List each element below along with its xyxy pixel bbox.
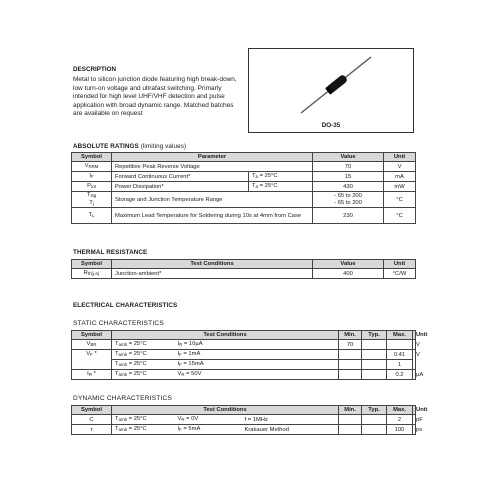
symbol-cell: $V_{BR}$: [72, 340, 112, 350]
description-text: Metal to silicon junction diode featuring high break-down, low turn-on voltage and ultrafast switching. Primarly intended for high level UHF/VHF detection and pulse application with broad dynamic range. Matched batches are available on request: [73, 76, 237, 118]
abs-ratings-table: [71, 152, 416, 224]
table-row: [72, 269, 416, 279]
temp-condition-cell: $T_{amb} = 25^\circ C$: [112, 370, 175, 380]
package-drawing-box: [248, 48, 414, 133]
symbol-cell: $R_{th(j-a)}$: [72, 269, 112, 279]
col-unit: Unit: [384, 153, 416, 162]
table-header-row: [72, 260, 416, 269]
table-row: [72, 425, 416, 435]
value-cell: - 65 to 200 - 65 to 200: [313, 192, 384, 208]
min-cell: [339, 360, 362, 370]
max-cell: 2: [387, 415, 413, 425]
min-cell: [339, 425, 362, 435]
max-cell: 0.2: [387, 370, 413, 380]
temp-condition-cell: $T_{amb} = 25^\circ C$: [112, 425, 175, 435]
table-row: [72, 208, 416, 224]
col-unit: Unit: [384, 260, 416, 269]
max-cell: [387, 340, 413, 350]
unit-cell: V: [413, 340, 416, 350]
package-label: DO-35: [321, 122, 341, 129]
table-row: [72, 415, 416, 425]
col-unit: Unit: [413, 406, 416, 415]
typ-cell: [362, 340, 387, 350]
temp-condition-cell: $T_{amb} = 25^\circ C$: [112, 350, 175, 360]
col-value: Value: [313, 153, 384, 162]
test-condition-cell: $I_F = 5mA$: [175, 425, 242, 435]
col-test-conditions: Test Conditions: [112, 260, 313, 269]
abs-ratings-heading: [73, 143, 186, 150]
temp-condition-cell: $T_{amb} = 25^\circ C$: [112, 360, 175, 370]
col-max: Max.: [387, 331, 413, 340]
col-min: Min.: [339, 331, 362, 340]
table-row: [72, 370, 416, 380]
test-condition-cell: $I_F = 1mA$: [175, 350, 339, 360]
static-table: [71, 330, 428, 380]
min-cell: [339, 415, 362, 425]
max-cell: 100: [387, 425, 413, 435]
table-header-row: [72, 406, 416, 415]
symbol-cell: $T_L$: [72, 208, 112, 224]
col-parameter: Parameter: [112, 153, 313, 162]
temp-condition-cell: $T_{amb} = 25^\circ C$: [112, 415, 175, 425]
col-test-conditions: Test Conditions: [112, 331, 339, 340]
symbol-cell: $P_{tot}$: [72, 182, 112, 192]
table-header-row: [72, 153, 416, 162]
col-min: Min.: [339, 406, 362, 415]
value-cell: 70: [313, 162, 384, 172]
parameter-cell: Storage and Junction Temperature Range: [112, 192, 313, 208]
min-cell: [339, 370, 362, 380]
col-unit: Unit: [413, 331, 416, 340]
col-max: Max.: [387, 406, 413, 415]
unit-cell: °C: [384, 192, 416, 208]
col-symbol: Symbol: [72, 406, 112, 415]
unit-cell: ps: [413, 425, 416, 435]
abs-ratings-subtitle: (limiting values): [140, 143, 187, 150]
static-title: STATIC CHARACTERISTICS: [73, 320, 164, 327]
unit-cell: °C/W: [384, 269, 416, 279]
value-cell: 430: [313, 182, 384, 192]
condition-cell: $T_a = 25^\circ C$: [249, 172, 313, 182]
unit-cell: V: [384, 162, 416, 172]
abs-ratings-title: ABSOLUTE RATINGS: [73, 143, 139, 150]
symbol-cell: $V_{RRM}$: [72, 162, 112, 172]
col-typ: Typ.: [362, 406, 387, 415]
symbol-cell: $I_R$ *: [72, 370, 112, 380]
typ-cell: [362, 370, 387, 380]
unit-cell: mA: [384, 172, 416, 182]
electrical-title: ELECTRICAL CHARACTERISTICS: [73, 302, 178, 309]
symbol-cell: $I_F$: [72, 172, 112, 182]
col-symbol: Symbol: [72, 153, 112, 162]
symbol-cell: τ: [72, 425, 112, 435]
unit-cell: mW: [384, 182, 416, 192]
typ-cell: [362, 360, 387, 370]
symbol-cell: [72, 360, 112, 370]
table-row: [72, 192, 416, 208]
col-typ: Typ.: [362, 331, 387, 340]
table-row: [72, 360, 416, 370]
unit-cell: °C: [384, 208, 416, 224]
unit-cell: [413, 360, 416, 370]
unit-cell: µA: [413, 370, 416, 380]
max-cell: 0.41: [387, 350, 413, 360]
extra-condition-cell: Krakauer Method: [242, 425, 339, 435]
value-cell: 400: [313, 269, 384, 279]
temp-condition-cell: $T_{amb} = 25^\circ C$: [112, 340, 175, 350]
parameter-cell: Forward Continuous Current*: [112, 172, 249, 182]
diode-outline-image: [249, 49, 413, 121]
typ-cell: [362, 415, 387, 425]
test-condition-cell: $I_R = 10\mu A$: [175, 340, 339, 350]
dynamic-title: DYNAMIC CHARACTERISTICS: [73, 395, 173, 402]
value-cell: 15: [313, 172, 384, 182]
max-cell: 1: [387, 360, 413, 370]
typ-cell: [362, 350, 387, 360]
value-cell: 230: [313, 208, 384, 224]
test-condition-cell: $I_F = 15mA$: [175, 360, 339, 370]
col-symbol: Symbol: [72, 331, 112, 340]
thermal-title: THERMAL RESISTANCE: [73, 249, 148, 256]
table-header-row: [72, 331, 416, 340]
typ-cell: [362, 425, 387, 435]
table-row: [72, 162, 416, 172]
table-row: [72, 350, 416, 360]
min-cell: 70: [339, 340, 362, 350]
extra-condition-cell: f = 1MHz: [242, 415, 339, 425]
symbol-cell: $V_F$ *: [72, 350, 112, 360]
table-row: [72, 340, 416, 350]
unit-cell: pF: [413, 415, 416, 425]
col-value: Value: [313, 260, 384, 269]
test-condition-cell: $V_R = 50V$: [175, 370, 339, 380]
symbol-cell: C: [72, 415, 112, 425]
min-cell: [339, 350, 362, 360]
parameter-cell: Repetitive Peak Reverse Voltage: [112, 162, 313, 172]
parameter-cell: Power Dissipation*: [112, 182, 249, 192]
condition-cell: Junction-ambient*: [112, 269, 313, 279]
condition-cell: $T_a = 25^\circ C$: [249, 182, 313, 192]
parameter-cell: Maximum Lead Temperature for Soldering during 10s at 4mm from Case: [112, 208, 313, 224]
test-condition-cell: $V_R = 0V$: [175, 415, 242, 425]
col-test-conditions: Test Conditions: [112, 406, 339, 415]
thermal-table: [71, 259, 416, 279]
unit-cell: V: [413, 350, 416, 360]
symbol-cell: $T_{stg}$ $T_j$: [72, 192, 112, 208]
dynamic-table: [71, 405, 428, 435]
col-symbol: Symbol: [72, 260, 112, 269]
description-title: DESCRIPTION: [73, 66, 117, 73]
table-row: [72, 182, 416, 192]
table-row: [72, 172, 416, 182]
